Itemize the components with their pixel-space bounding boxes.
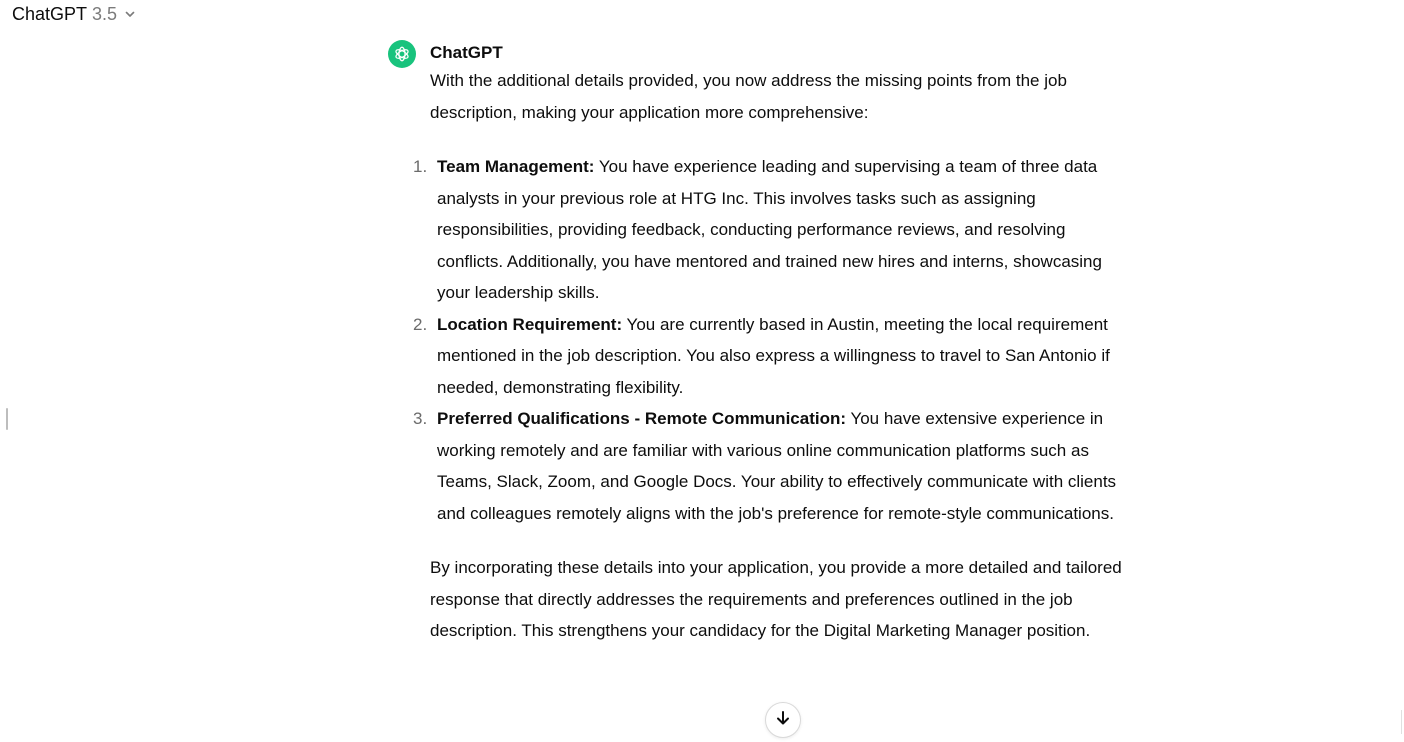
message-conclusion: By incorporating these details into your application, you provide a more detailed and tailored response that directly addresses the requirements and preferences outlined in the job description. This strengthens your candidacy for the Digital Marketing Manager position. bbox=[430, 558, 1122, 640]
message-intro: With the additional details provided, you now address the missing points from the job description, making your application more comprehensive: bbox=[430, 71, 1067, 122]
model-selector[interactable] bbox=[12, 2, 136, 26]
list-number: 3. bbox=[413, 409, 428, 428]
point-list bbox=[413, 151, 1130, 529]
message-author: ChatGPT bbox=[430, 43, 503, 62]
list-item-title: Team Management: bbox=[437, 157, 595, 176]
openai-logo-icon bbox=[388, 40, 416, 68]
list-item-text: You have extensive experience in working remotely and are familiar with various online communication platforms such as Teams, Slack, Zoom, and Google Docs. Your ability to effectively communicate with clients and colleagues remotely aligns with the job's preference for remote-style communications. bbox=[437, 409, 1117, 523]
list-item-title: Preferred Qualifications - Remote Communication: bbox=[437, 409, 847, 428]
model-version: 3.5 bbox=[92, 3, 118, 24]
arrow-down-icon bbox=[774, 709, 792, 732]
list-item bbox=[413, 403, 1130, 529]
scroll-to-bottom-button[interactable] bbox=[765, 702, 801, 738]
list-item-text: You are currently based in Austin, meeting the local requirement mentioned in the job description. You also express a willingness to travel to San Antonio if needed, demonstrating flexibility. bbox=[437, 314, 1110, 397]
list-number: 2. bbox=[413, 314, 428, 334]
list-item-text: You have experience leading and supervising a team of three data analysts in your previous role at HTG Inc. This involves tasks such as assigning responsibilities, providing feedback, conducting performance reviews, and resolving conflicts. Additionally, you have mentored and trained new hires and interns, showcasing your leadership skills. bbox=[437, 157, 1102, 302]
list-number: 1. bbox=[413, 157, 428, 176]
model-name: ChatGPT bbox=[12, 3, 88, 24]
scrollbar-track[interactable] bbox=[1401, 710, 1402, 734]
sidebar-resize-handle[interactable] bbox=[6, 408, 8, 430]
list-item-title: Location Requirement: bbox=[437, 314, 623, 334]
message-content bbox=[413, 40, 1130, 647]
list-item bbox=[413, 309, 1130, 404]
list-item bbox=[413, 151, 1130, 309]
chevron-down-icon bbox=[124, 8, 136, 20]
